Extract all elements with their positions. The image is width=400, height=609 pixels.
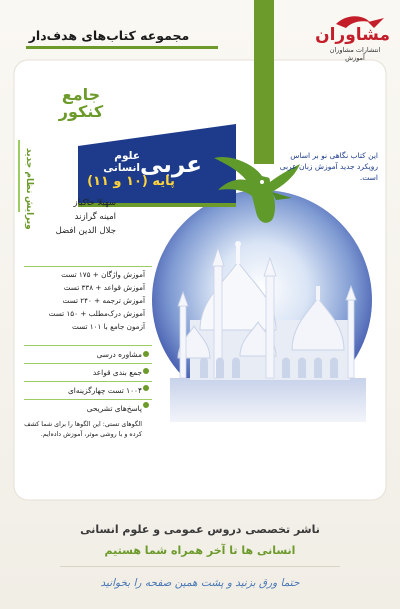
extras-item: پاسخ‌های تشریحی — [24, 399, 152, 417]
extras-item: ۱۰۰۴ تست چهارگزینه‌ای — [24, 381, 152, 399]
footer-publisher-slogan: ناشر تخصصی دروس عمومی و علوم انسانی — [80, 523, 320, 536]
publisher-name: مشاوران — [315, 25, 390, 45]
publisher-subtitle: انتشارات مشاوران آموزش — [329, 46, 381, 62]
extras-item: جمع بندی قواعد — [24, 363, 152, 381]
feature-item: آموزش درک‌مطلب + ۱۵۰ تست — [48, 309, 145, 318]
badge-line-2: کنکور — [58, 102, 104, 121]
book-grade: پایه (۱۰ و ۱۱) — [87, 174, 175, 189]
book-tagline: این کتاب نگاهی نو بر اساس رویکرد جدید آموزش زبان عربی است. — [279, 151, 378, 182]
author-name: جلال الدین افضل — [55, 226, 116, 236]
jame-konkur-badge — [46, 86, 116, 120]
edition-tag-2: ویرایش — [24, 196, 34, 230]
publisher-logo — [315, 25, 390, 62]
feature-item: آموزش ترجمه + ۲۴۰ تست — [62, 296, 145, 305]
footer-turn-page-note: حتما ورق بزنید و پشت همین صفحه را بخوانید — [100, 577, 300, 589]
footer-motto: انسانی ها تا آخر همراه شما هستیم — [104, 544, 296, 557]
extras-list — [24, 345, 152, 440]
badge-line-1: جامع — [61, 85, 101, 104]
series-title: مجموعه کتاب‌های هدف‌دار — [28, 28, 190, 43]
book-subsubject: علوم انسانی — [103, 150, 140, 174]
author-name: امینه گرازند — [74, 212, 116, 222]
book-subject: عربی — [140, 152, 202, 178]
green-ribbon — [254, 0, 274, 164]
edition-tag: نظام جدید — [24, 148, 34, 194]
feature-item: آموزش قواعد + ۳۳۸ تست — [63, 283, 145, 292]
author-name: سهیلا خاکباز — [73, 198, 116, 208]
feature-item: آموزش واژگان + ۱۷۵ تست — [61, 270, 145, 279]
author-list — [36, 196, 116, 238]
extras-note: الگوهای تستی: این الگوها را برای شما کشف کرده و با روشی موثر، آموزش داده‌ایم. — [24, 421, 142, 438]
feature-item: آزمون جامع با ۱۰۱ تست — [71, 322, 145, 331]
extras-item: مشاوره درسی — [24, 345, 152, 363]
feature-list — [25, 268, 145, 333]
